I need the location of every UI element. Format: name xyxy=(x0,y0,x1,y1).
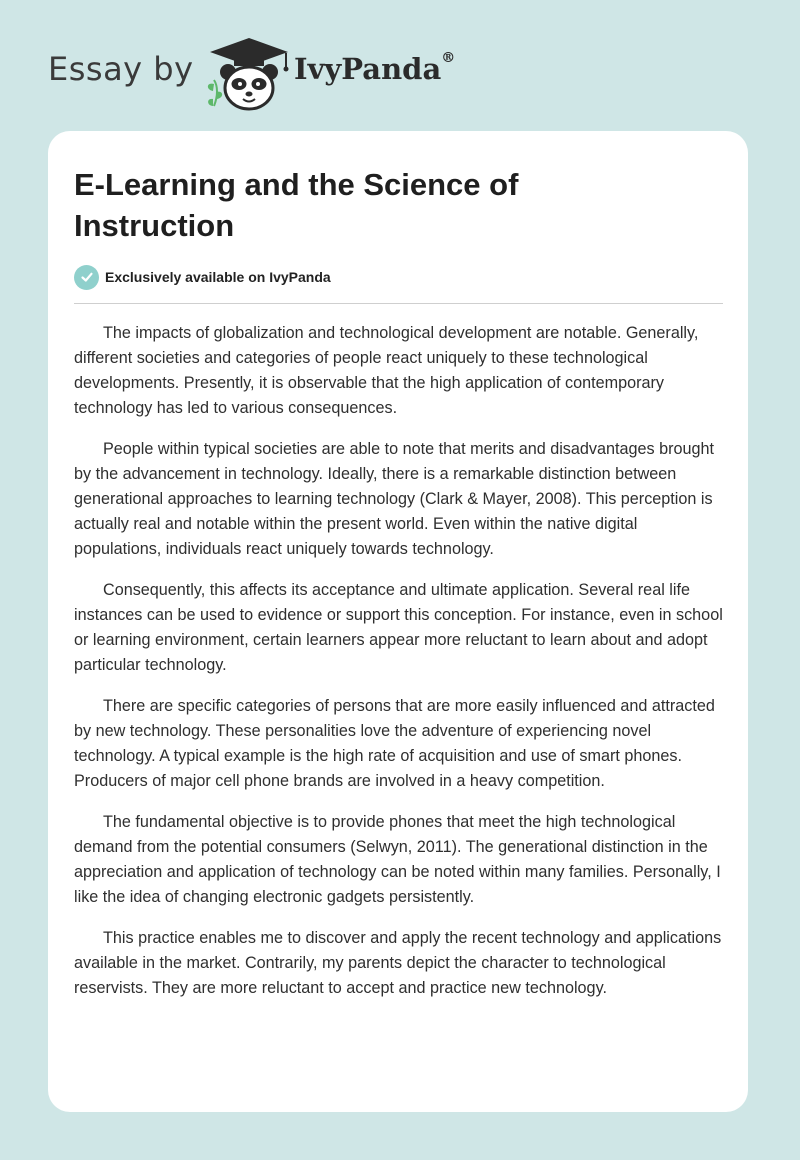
exclusive-badge-label: Exclusively available on IvyPanda xyxy=(105,269,331,285)
paragraph: This practice enables me to discover and apply the recent technology and applications available in the market. Contrarily, my parents depict the character to technological reservists. They are more reluctant to accept and practice new technology. xyxy=(74,929,722,997)
exclusive-badge xyxy=(74,264,331,290)
paragraph: People within typical societies are able to note that merits and disadvantages brought by the advancement in technology. Ideally, there is a remarkable distinction between generational approaches to learning technology (Clark & Mayer, 2008). This perception is actually real and notable within the present world. Even within the native digital populations, individuals react uniquely towards technology. xyxy=(74,440,714,558)
paragraph: The fundamental objective is to provide phones that meet the high technological demand from the potential consumers (Selwyn, 2011). The generational distinction in the appreciation and application of technology can be noted within many families. Personally, I like the idea of changing electronic gadgets persistently. xyxy=(74,813,721,906)
paragraph: Consequently, this affects its acceptance and ultimate application. Several real life instances can be used to evidence or support this conception. For instance, even in school or learning environment, certain learners appear more reluctant to learn about and adopt particular technology. xyxy=(74,581,723,674)
check-icon xyxy=(74,265,99,290)
essay-card xyxy=(48,131,748,1112)
brand-name[interactable]: IvyPanda® xyxy=(294,50,456,86)
essay-body xyxy=(74,321,724,1017)
essay-by-label: Essay by xyxy=(48,50,194,88)
panda-logo-icon xyxy=(204,36,294,112)
site-header xyxy=(48,36,508,112)
paragraph: The impacts of globalization and technological development are notable. Generally, different societies and categories of people react uniquely to these technological developments. Presently, it is observable that the high application of contemporary technology has led to various consequences. xyxy=(74,324,699,417)
divider xyxy=(74,303,723,304)
paragraph: There are specific categories of persons that are more easily influenced and attracted by new technology. These personalities love the adventure of experiencing novel technology. A typical example is the high rate of acquisition and use of smart phones. Producers of major cell phone brands are involved in a heavy competition. xyxy=(74,697,715,790)
page-title: E-Learning and the Science of Instruction xyxy=(74,167,519,243)
